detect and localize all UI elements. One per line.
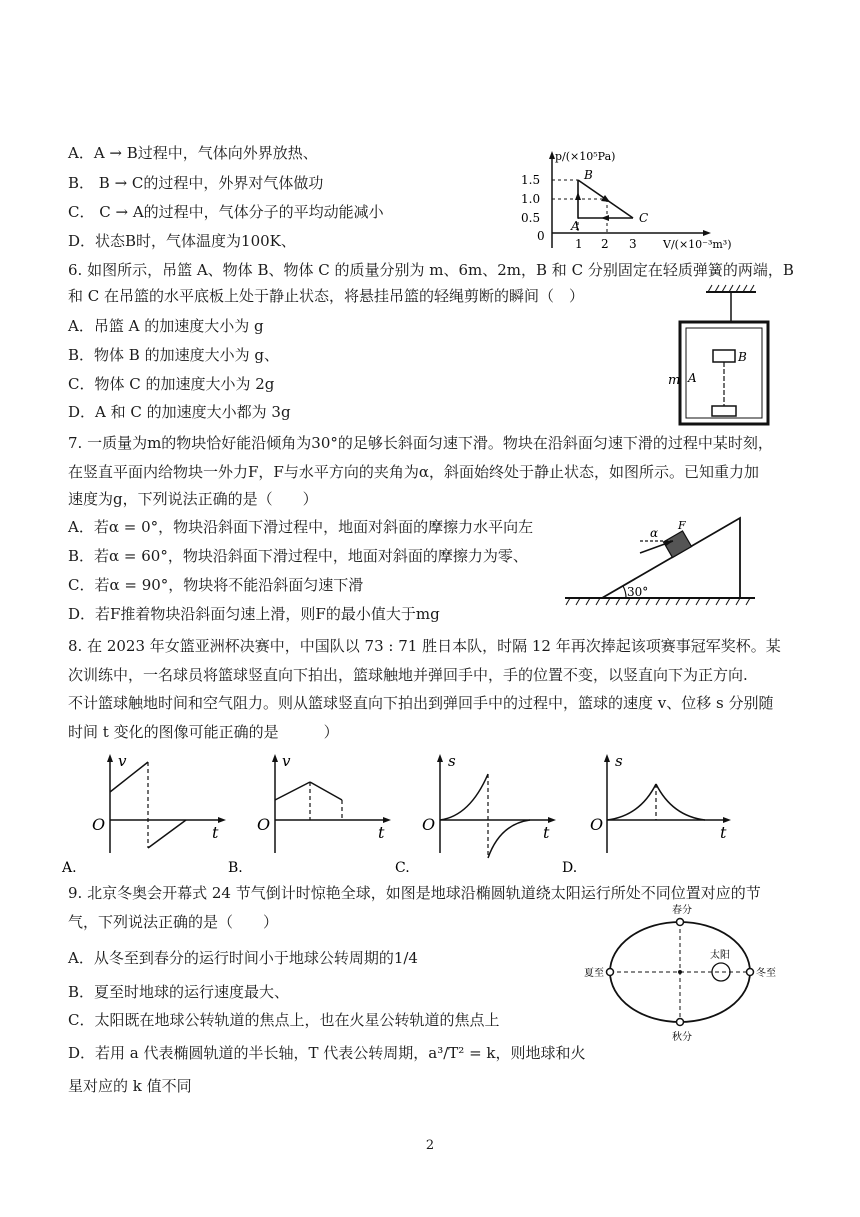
q7-stem-1: 7. 一质量为m的物块恰好能沿倾角为30°的足够长斜面匀速下滑。物块在沿斜面匀速下滑的过程中某时刻， [68, 434, 773, 452]
q9-option-a: A．从冬至到春分的运行时间小于地球公转周期的1/4 [68, 949, 418, 967]
q6-stem-2: 和 C 在吊篮的水平底板上处于静止状态，将悬挂吊篮的轻绳剪断的瞬间（ ） [68, 287, 585, 305]
q7-alpha-label: α [650, 526, 659, 540]
q5-option-a: A．A → B过程中，气体向外界放热、 [68, 144, 318, 162]
q9-stem-1: 9. 北京冬奥会开幕式 24 节气倒计时惊艳全球，如图是地球沿椭圆轨道绕太阳运行所处不同位置对应的节 [68, 884, 761, 902]
q8-stem-4: 时间 t 变化的图像可能正确的是 ） [68, 723, 339, 741]
q5-option-c: C． C → A的过程中，气体分子的平均动能减小 [68, 203, 384, 221]
svg-text:C.: C. [395, 860, 410, 876]
q7-option-a: A．若α = 0°，物块沿斜面下滑过程中，地面对斜面的摩擦力水平向左 [68, 518, 534, 536]
q6-option-c: C．物体 C 的加速度大小为 2g [68, 375, 275, 393]
svg-text:v: v [118, 752, 127, 770]
q6-label-a: A [688, 371, 697, 385]
svg-text:t: t [720, 823, 727, 842]
page-number: 2 [425, 1138, 435, 1153]
svg-text:s: s [448, 752, 456, 770]
q7-stem-2: 在竖直平面内给物块一外力F，F与水平方向的夹角为α，斜面始终处于静止状态，如图所示。已知重力加 [68, 463, 759, 481]
q7-option-d: D．若F推着物块沿斜面匀速上滑，则F的最小值大于mg [68, 605, 440, 623]
q5-ytick: 0.5 [521, 211, 541, 225]
svg-text:O: O [92, 815, 106, 834]
q8-graphs [60, 748, 820, 878]
q8-stem-1: 8. 在 2023 年女篮亚洲杯决赛中，中国队以 73 : 71 胜日本队，时隔 12 年再次捧起该项赛事冠军奖杯。某 [68, 637, 781, 655]
orbit-label-winter: 冬至 [756, 968, 776, 979]
q8-graph-b [228, 752, 391, 876]
q5-point-c: C [639, 211, 649, 225]
q7-angle-label: 30° [627, 585, 649, 599]
q5-xlabel: V/(×10⁻³m³) [663, 238, 732, 251]
q5-ylabel: p/(×10⁵Pa) [555, 150, 616, 163]
q6-stem-1: 6. 如图所示，吊篮 A、物体 B、物体 C 的质量分别为 m、6m、2m，B 和 C 分别固定在轻质弹簧的两端，B [68, 261, 794, 279]
q5-point-a: A [571, 219, 580, 233]
q6-option-a: A．吊篮 A 的加速度大小为 g [68, 317, 264, 335]
q8-stem-2: 次训练中，一名球员将篮球竖直向下拍出，篮球触地并弹回手中，手的位置不变，以竖直向下为正方向. [68, 666, 748, 684]
q5-option-d: D．状态B时，气体温度为100K、 [68, 232, 296, 250]
q7-force-label: F [678, 519, 686, 532]
q5-xtick: 2 [601, 237, 609, 251]
q5-xtick: 1 [575, 237, 583, 251]
q5-pv-graph [515, 148, 815, 260]
svg-text:t: t [543, 823, 550, 842]
q7-incline-figure [560, 515, 760, 607]
q9-option-d: D．若用 a 代表椭圆轨道的半长轴，T 代表公转周期，a³/T² = k，则地球和火 [68, 1044, 586, 1062]
q9-option-c: C．太阳既在地球公转轨道的焦点上，也在火星公转轨道的焦点上 [68, 1011, 500, 1029]
q9-stem-2: 气，下列说法正确的是（ ） [68, 913, 279, 931]
svg-text:t: t [378, 823, 385, 842]
q7-option-c: C．若α = 90°，物块将不能沿斜面匀速下滑 [68, 576, 364, 594]
orbit-label-spring: 春分 [672, 905, 692, 916]
q7-option-b: B．若α = 60°，物块沿斜面下滑过程中，地面对斜面的摩擦力为零、 [68, 547, 528, 565]
q6-basket-figure [668, 282, 778, 432]
q8-graph-a [61, 752, 226, 876]
svg-text:s: s [615, 752, 623, 770]
orbit-label-autumn: 秋分 [672, 1032, 692, 1043]
q6-option-d: D．A 和 C 的加速度大小都为 3g [68, 403, 291, 421]
q8-graph-c [395, 752, 556, 876]
q5-point-b: B [584, 168, 593, 182]
svg-text:B.: B. [228, 860, 243, 876]
svg-text:A.: A. [62, 860, 77, 876]
q6-option-b: B．物体 B 的加速度大小为 g、 [68, 346, 279, 364]
svg-text:D.: D. [562, 860, 578, 876]
q9-orbit-figure [580, 900, 790, 1048]
q8-stem-3: 不计篮球触地时间和空气阻力。则从篮球竖直向下拍出到弹回手中的过程中，篮球的速度 v、位移 s 分别随 [68, 694, 774, 712]
svg-text:t: t [212, 823, 219, 842]
svg-text:O: O [257, 815, 271, 834]
q9-option-d-cont: 星对应的 k 值不同 [68, 1077, 192, 1095]
svg-text:v: v [282, 752, 291, 770]
q5-ytick: 1.0 [521, 192, 541, 206]
orbit-label-summer: 夏至 [584, 968, 604, 979]
q9-option-b: B．夏至时地球的运行速度最大、 [68, 983, 290, 1001]
orbit-label-sun: 太阳 [710, 950, 730, 961]
q7-stem-3: 速度为g，下列说法正确的是（ ） [68, 490, 318, 508]
svg-text:O: O [590, 815, 604, 834]
q6-label-b: B [738, 350, 747, 364]
q5-option-b: B． B → C的过程中，外界对气体做功 [68, 174, 324, 192]
q8-graph-d [562, 752, 731, 876]
svg-text:O: O [422, 815, 436, 834]
q5-ytick: 1.5 [521, 173, 541, 187]
q5-xtick: 3 [629, 237, 637, 251]
q5-ytick: 0 [537, 229, 545, 243]
q6-label-m: m [668, 373, 681, 388]
